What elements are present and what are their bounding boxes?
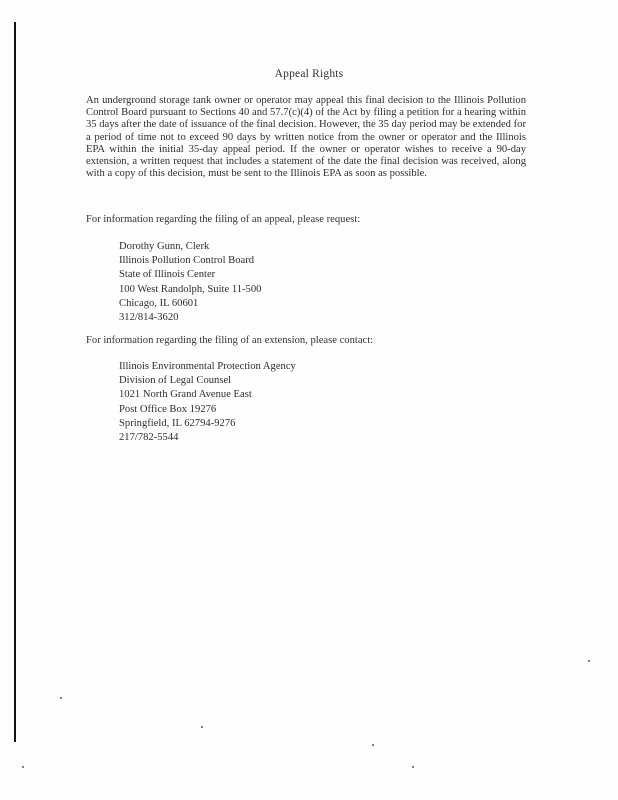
contact-line: Springfield, IL 62794-9276 [119,417,236,429]
scan-speck [372,744,374,746]
contact-line: Illinois Environmental Protection Agency [119,361,296,372]
contact-line: 1021 North Grand Avenue East [119,389,252,401]
scan-speck [412,766,414,768]
contact-line: Division of Legal Counsel [119,375,232,387]
scan-speck [588,660,590,662]
scan-speck [60,697,62,699]
contact-line: Post Office Box 19276 [119,403,217,415]
contact-line: 312/814-3620 [119,312,179,324]
scan-speck [22,766,24,768]
extension-contact-block [119,360,296,445]
extension-info-intro: For information regarding the filing of an extension, please contact: [86,335,374,346]
contact-line: Dorothy Gunn, Clerk [119,241,210,252]
contact-line: 100 West Randolph, Suite 11-500 [119,283,262,295]
scan-speck [201,726,203,728]
page-title: Appeal Rights [274,68,344,80]
scan-edge-line [14,22,16,742]
contact-line: State of Illinois Center [119,269,216,281]
appeal-rights-paragraph: An underground storage tank owner or operator may appeal this final decision to the Illinois Pollution Control Board pursuant to Sections 40 and 57.7(c)(4) of the Act by filing a petition for a hearing within 35 days after the date of issuance of the final decision. However, the 35 day period may be extended for a period of time not to exceed 90 days by written notice from the owner or operator and the Illinois EPA within the initial 35-day appeal period. If the owner or operator wishes to receive a 90-day extension, a written request that includes a statement of the date the final decision was received, along with a copy of this decision, must be sent to the Illinois EPA as soon as possible. [86,95,526,180]
contact-line: Illinois Pollution Control Board [119,255,255,267]
appeal-contact-block [119,240,261,325]
appeal-info-intro: For information regarding the filing of an appeal, please request: [86,214,361,225]
contact-line: 217/782-5544 [119,432,179,444]
contact-line: Chicago, IL 60601 [119,297,199,309]
